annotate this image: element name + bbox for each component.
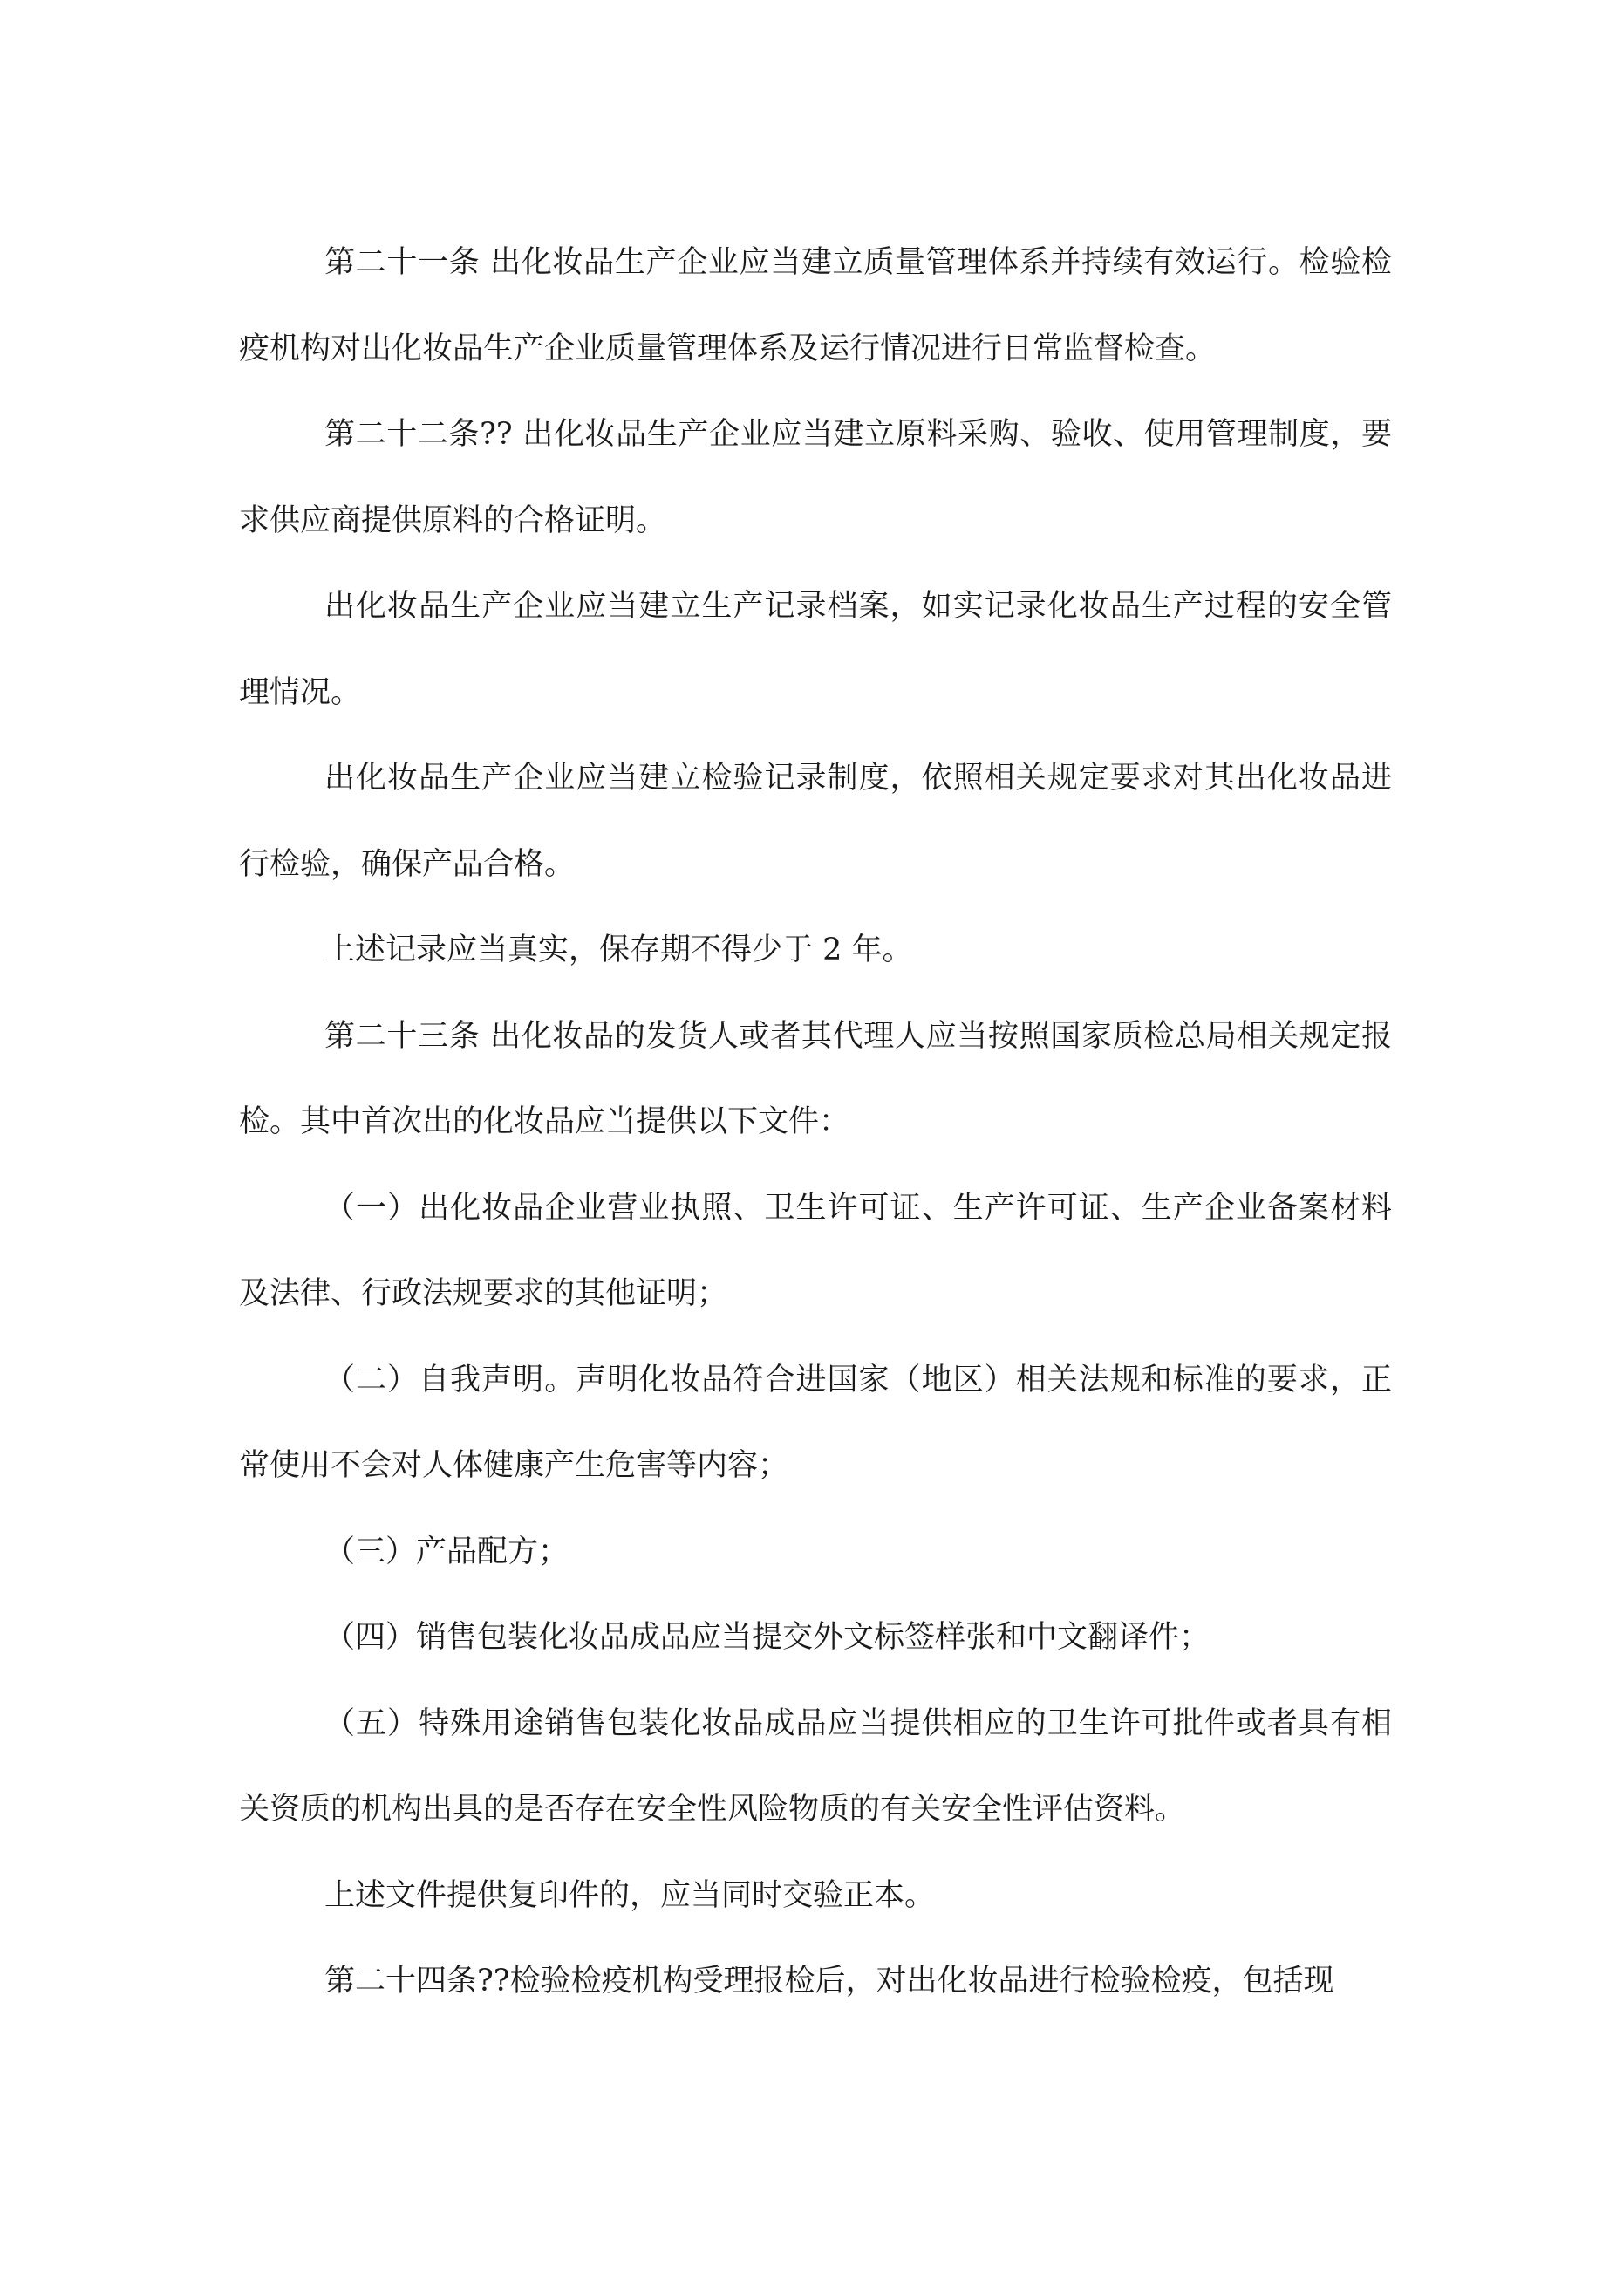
paragraph-production-records: 出化妆品生产企业应当建立生产记录档案，如实记录化妆品生产过程的安全管理情况。 [239, 589, 1392, 710]
paragraph-article-22: 第二十二条?? 出化妆品生产企业应当建立原料采购、验收、使用管理制度，要求供应商提供原料的合格证明。 [239, 417, 1392, 538]
paragraph-inspection-records: 出化妆品生产企业应当建立检验记录制度，依照相关规定要求对其出化妆品进行检验，确保产品合格。 [239, 761, 1392, 882]
paragraph-copies-note: 上述文件提供复印件的，应当同时交验正本。 [324, 1877, 936, 1913]
list-item-4: （四）销售包装化妆品成品应当提交外文标签样张和中文翻译件； [324, 1620, 1210, 1655]
paragraph-retention-period: 上述记录应当真实，保存期不得少于 2 年。 [324, 933, 913, 967]
list-item-3: （三）产品配方； [324, 1534, 569, 1569]
document-body [239, 220, 1392, 2025]
list-item-2: （二）自我声明。声明化妆品符合进国家（地区）相关法规和标准的要求，正常使用不会对人体健康产生危害等内容； [239, 1362, 1392, 1483]
list-item-5: （五）特殊用途销售包装化妆品成品应当提供相应的卫生许可批件或者具有相关资质的机构出具的是否存在安全性风险物质的有关安全性评估资料。 [239, 1705, 1392, 1827]
paragraph-article-24: 第二十四条??检验检疫机构受理报检后，对出化妆品进行检验检疫，包括现 [324, 1964, 1334, 1999]
paragraph-article-23: 第二十三条 出化妆品的发货人或者其代理人应当按照国家质检总局相关规定报检。其中首次出的化妆品应当提供以下文件： [239, 1018, 1392, 1139]
list-item-1: （一）出化妆品企业营业执照、卫生许可证、生产许可证、生产企业备案材料及法律、行政法规要求的其他证明； [239, 1190, 1392, 1311]
paragraph-article-21: 第二十一条 出化妆品生产企业应当建立质量管理体系并持续有效运行。检验检疫机构对出化妆品生产企业质量管理体系及运行情况进行日常监督检查。 [239, 245, 1392, 366]
